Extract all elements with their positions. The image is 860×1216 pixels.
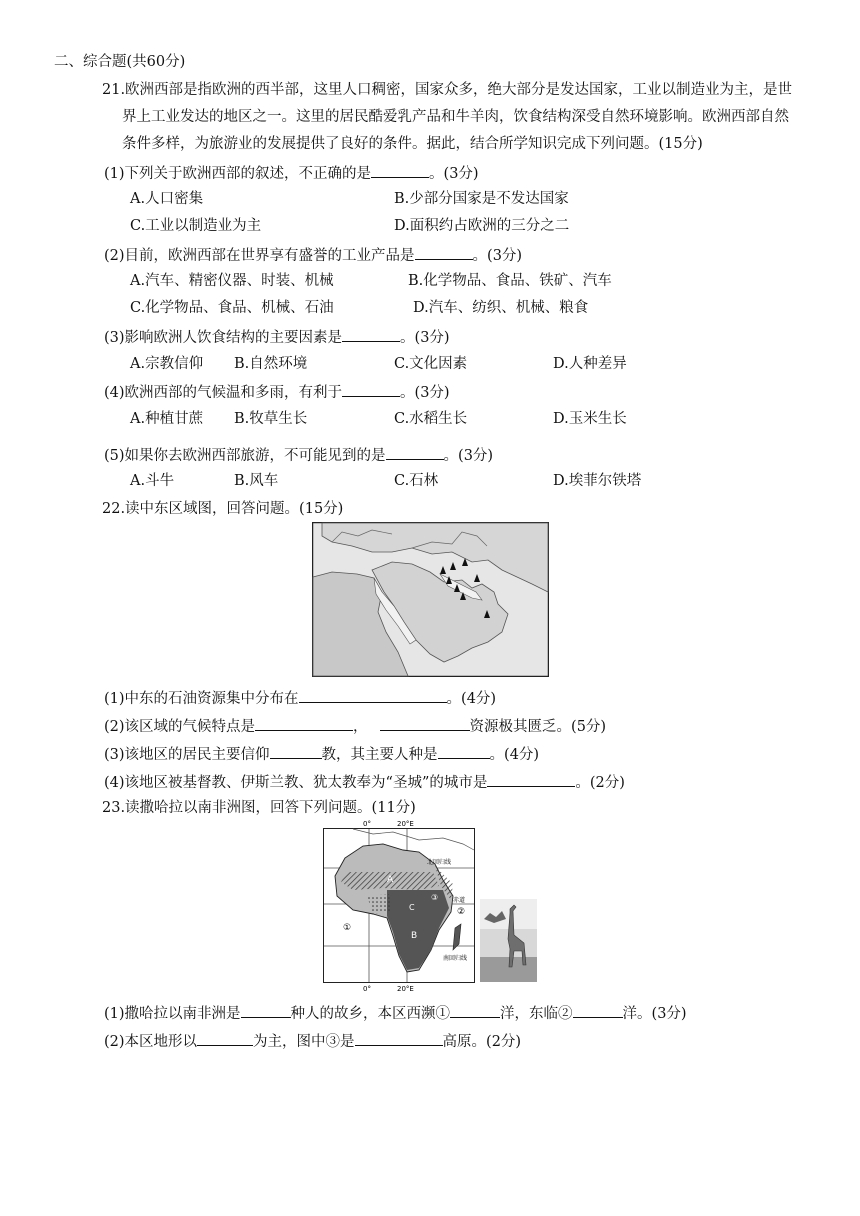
- section-title: 二、综合题(共60分): [54, 54, 186, 70]
- q21-1-option-d: D.面积约占欧洲的三分之二: [394, 218, 570, 234]
- q21-4-option-c: C.水稻生长: [394, 411, 468, 427]
- q21-4-option-d: D.玉米生长: [553, 411, 627, 427]
- answer-blank[interactable]: [197, 1031, 253, 1046]
- q22-stem: 22.读中东区域图，回答问题。(15分): [102, 501, 344, 517]
- tropic-north-label: 北回归线: [427, 859, 452, 866]
- answer-blank[interactable]: [270, 744, 322, 759]
- q22-4: (4)该地区被基督教、伊斯兰教、犹太教奉为“圣城”的城市是 。(2分): [104, 772, 625, 792]
- q21-2-option-d: D.汽车、纺织、机械、粮食: [413, 300, 589, 316]
- q21-4-question: (4)欧洲西部的气候温和多雨，有利于 。(3分): [104, 382, 450, 402]
- q23-stem: 23.读撒哈拉以南非洲图，回答下列问题。(11分): [102, 800, 416, 816]
- q23-2: (2)本区地形以 为主，图中③是 高原。(2分): [104, 1031, 521, 1051]
- lon-20-bottom-label: 20°E: [397, 985, 414, 992]
- q21-4-option-a: A.种植甘蔗: [130, 411, 204, 427]
- q21-stem-line2: 界上工业发达的地区之一。这里的居民酷爱乳产品和牛羊肉，饮食结构深受自然环境影响。欧洲西部自然: [122, 109, 789, 125]
- answer-blank[interactable]: [380, 716, 470, 731]
- q21-1-option-b: B.少部分国家是不发达国家: [394, 191, 569, 207]
- answer-blank[interactable]: [573, 1003, 623, 1018]
- middle-east-map: [312, 522, 549, 677]
- q21-2-option-c: C.化学物品、食品、机械、石油: [130, 300, 334, 316]
- answer-blank[interactable]: [386, 445, 444, 460]
- q21-1-question: (1)下列关于欧洲西部的叙述，不正确的是 。(3分): [104, 163, 479, 183]
- lon-0-top-label: 0°: [363, 820, 371, 828]
- q21-stem-line3: 条件多样，为旅游业的发展提供了良好的条件。据此，结合所学知识完成下列问题。(15分): [122, 136, 703, 152]
- answer-blank[interactable]: [342, 327, 400, 342]
- q21-5-option-a: A.斗牛: [130, 473, 175, 489]
- q21-5-option-c: C.石林: [394, 473, 439, 489]
- q21-3-question: (3)影响欧洲人饮食结构的主要因素是 。(3分): [104, 327, 450, 347]
- q21-3-option-d: D.人种差异: [553, 356, 627, 372]
- answer-blank[interactable]: [299, 688, 447, 703]
- africa-map: [323, 820, 475, 992]
- answer-blank[interactable]: [342, 382, 400, 397]
- q21-3-option-b: B.自然环境: [234, 356, 308, 372]
- q21-3-option-c: C.文化因素: [394, 356, 468, 372]
- equator-label: 赤道: [453, 897, 466, 904]
- region-b-label: B: [411, 931, 418, 941]
- q22-1: (1)中东的石油资源集中分布在 。(4分): [104, 688, 496, 708]
- giraffe-photo: [480, 899, 537, 982]
- answer-blank[interactable]: [487, 772, 575, 787]
- q21-1-option-c: C.工业以制造业为主: [130, 218, 262, 234]
- q21-5-option-b: B.风车: [234, 473, 279, 489]
- circled-3-label: ③: [431, 893, 439, 902]
- q21-2-option-a: A.汽车、精密仪器、时装、机械: [130, 273, 334, 289]
- answer-blank[interactable]: [450, 1003, 500, 1018]
- circled-2-label: ②: [457, 907, 466, 917]
- answer-blank[interactable]: [241, 1003, 291, 1018]
- answer-blank[interactable]: [415, 245, 473, 260]
- answer-blank[interactable]: [355, 1031, 443, 1046]
- answer-blank[interactable]: [438, 744, 490, 759]
- q21-4-option-b: B.牧草生长: [234, 411, 308, 427]
- answer-blank[interactable]: [255, 716, 353, 731]
- q22-3: (3)该地区的居民主要信仰 教，其主要人种是 。(4分): [104, 744, 539, 764]
- lon-20-top-label: 20°E: [397, 820, 414, 828]
- q21-3-option-a: A.宗教信仰: [130, 356, 204, 372]
- region-a-label: A: [387, 875, 394, 885]
- region-c-label: C: [409, 903, 415, 912]
- q21-5-option-d: D.埃菲尔铁塔: [553, 473, 642, 489]
- q21-2-option-b: B.化学物品、食品、铁矿、汽车: [408, 273, 612, 289]
- lon-0-bottom-label: 0°: [363, 985, 371, 992]
- q23-1: (1)撒哈拉以南非洲是 种人的故乡，本区西濒① 洋，东临② 洋。(3分): [104, 1003, 687, 1023]
- q21-1-option-a: A.人口密集: [130, 191, 204, 207]
- answer-blank[interactable]: [371, 163, 429, 178]
- tropic-south-label: 南回归线: [443, 955, 468, 962]
- q21-stem-line1: 21.欧洲西部是指欧洲的西半部，这里人口稠密，国家众多，绝大部分是发达国家，工业以制造业为主，是世: [102, 82, 793, 98]
- circled-1-label: ①: [343, 923, 352, 933]
- q21-2-question: (2)目前，欧洲西部在世界享有盛誉的工业产品是 。(3分): [104, 245, 522, 265]
- q22-2: (2)该区域的气候特点是 ， 资源极其匮乏。(5分): [104, 716, 606, 736]
- q21-5-question: (5)如果你去欧洲西部旅游，不可能见到的是 。(3分): [104, 445, 493, 465]
